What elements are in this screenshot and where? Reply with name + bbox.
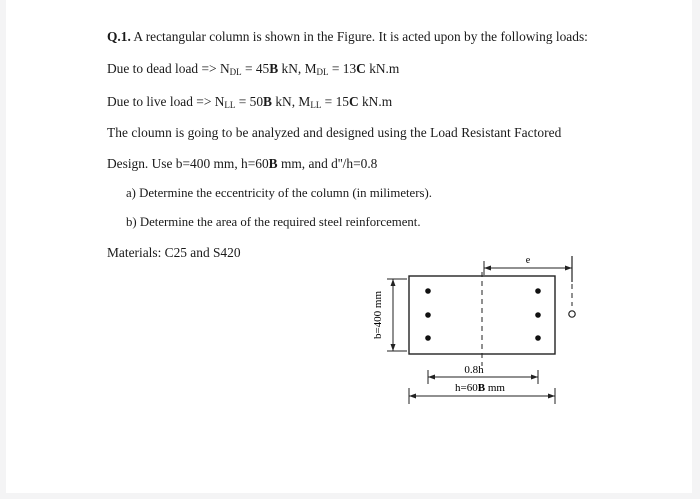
design-line-2-end: mm, and d''/h=0.8 (277, 156, 378, 171)
live-load-n-variable: B (263, 94, 272, 109)
b-top-arrowhead (391, 279, 396, 286)
question-number: Q.1. (107, 29, 131, 44)
dprime-label: 0.8h (464, 364, 484, 376)
dprime-right-arrowhead (531, 375, 538, 380)
materials-line: Materials: C25 and S420 (107, 245, 241, 260)
dead-load-n-variable: B (269, 61, 279, 76)
column-section-outline (409, 276, 555, 354)
task-a: a) Determine the eccentricity of the column (in milimeters). (126, 186, 432, 200)
dead-load-m-unit: kN.m (365, 61, 400, 76)
e-label: e (525, 255, 531, 266)
dprime-left-arrowhead (428, 375, 435, 380)
dead-load-m-variable: C (356, 61, 366, 76)
live-load-m-variable: C (348, 94, 359, 109)
live-load-label: Due to live load (107, 94, 193, 109)
rebar-right-top (535, 288, 541, 294)
dead-load-label: Due to dead load (107, 61, 199, 76)
live-load-m-value: = 15 (321, 94, 349, 109)
dead-load-arrow: => (201, 61, 217, 76)
question-intro: A rectangular column is shown in the Figure. It is acted upon by the following loads: (133, 29, 588, 44)
design-line-1: The cloumn is going to be analyzed and designed using the Load Resistant Factored (107, 125, 562, 140)
task-b: b) Determine the area of the required steel reinforcement. (126, 215, 421, 229)
design-line-2-start: Design. Use b=400 mm, h=60 (107, 156, 269, 171)
live-load-m-unit: kN.m (358, 94, 393, 109)
rebar-right-bottom (535, 335, 541, 341)
dead-load-n-unit: kN, (278, 61, 305, 76)
live-load-n-unit: kN, (271, 94, 299, 109)
h-label: h=60B mm (455, 382, 505, 394)
design-line-2-variable: B (268, 156, 278, 171)
live-load-arrow: => (196, 94, 212, 109)
rebar-left-middle (425, 312, 431, 318)
b-bottom-arrowhead (391, 344, 396, 351)
dead-load-n-symbol: N (219, 61, 230, 76)
live-load-n-subscript: LL (224, 100, 236, 110)
h-right-arrowhead (548, 394, 555, 399)
live-load-m-symbol: M (298, 94, 311, 109)
live-load-n-symbol: N (214, 94, 225, 109)
live-load-n-value: = 50 (235, 94, 264, 109)
dead-load-m-subscript: DL (316, 67, 329, 77)
eccentric-load-point (569, 311, 575, 317)
dead-load-n-subscript: DL (229, 67, 242, 77)
rebar-left-top (425, 288, 431, 294)
h-left-arrowhead (409, 394, 416, 399)
dead-load-m-symbol: M (304, 61, 317, 76)
e-left-arrowhead (484, 266, 491, 271)
dead-load-m-value: = 13 (328, 61, 357, 76)
dead-load-n-value: = 45 (241, 61, 270, 76)
b-label: b=400 mm (372, 290, 384, 340)
rebar-right-middle (535, 312, 541, 318)
e-right-arrowhead (565, 266, 572, 271)
rebar-left-bottom (425, 335, 431, 341)
live-load-m-subscript: LL (310, 100, 322, 110)
